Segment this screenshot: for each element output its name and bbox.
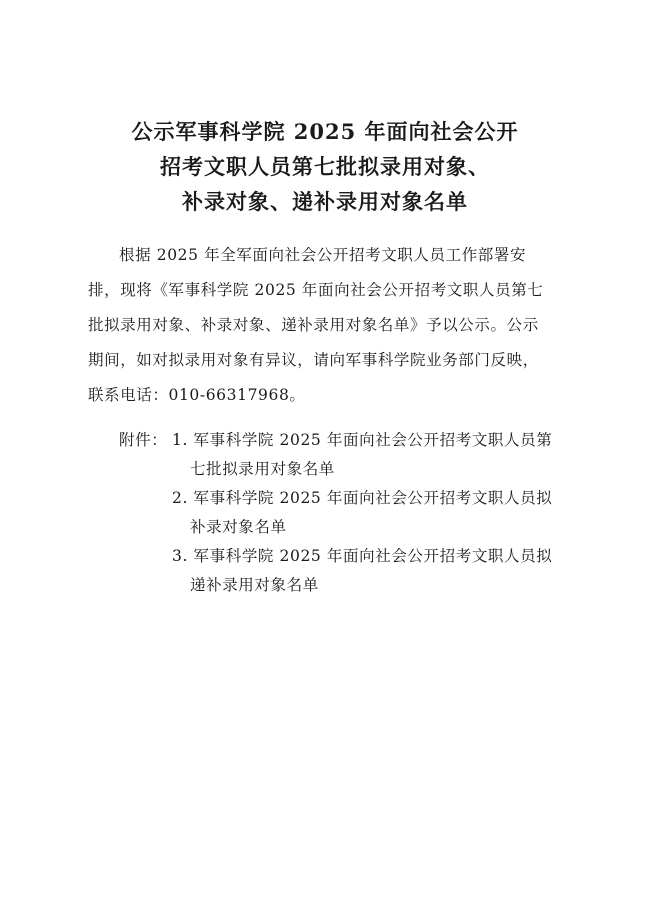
title-line-1: 公示军事科学院 2025 年面向社会公开 [131, 119, 519, 144]
announcement-paragraph [88, 238, 558, 413]
paragraph-line-1: 根据 2025 年全军面向社会公开招考文职人员工作部署安 [119, 246, 527, 264]
attachment-1-title: 1. 军事科学院 2025 年面向社会公开招考文职人员第 [172, 431, 553, 449]
attachment-3-title-cont: 递补录用对象名单 [190, 576, 319, 594]
attachments-label: 附件： [119, 431, 168, 449]
paragraph-line-3: 批拟录用对象、补录对象、递补录用对象名单》予以公示。公示 [88, 316, 539, 334]
attachment-2-title: 2. 军事科学院 2025 年面向社会公开招考文职人员拟 [172, 489, 553, 507]
title-line-3: 补录对象、递补录用对象名单 [182, 189, 468, 214]
title-line-2: 招考文职人员第七批拟录用对象、 [160, 154, 490, 179]
attachment-1-title-cont: 七批拟录用对象名单 [190, 460, 335, 478]
attachment-3-title: 3. 军事科学院 2025 年面向社会公开招考文职人员拟 [172, 547, 553, 565]
document-title [0, 114, 650, 219]
attachment-2-row-1 [119, 484, 589, 513]
attachments-list [119, 426, 589, 600]
attachment-2-title-cont: 补录对象名单 [190, 518, 287, 536]
attachment-1-row-1 [119, 426, 589, 455]
paragraph-line-5: 联系电话：010-66317968。 [88, 386, 306, 404]
attachment-1-row-2 [119, 455, 589, 484]
attachment-2-row-2 [119, 513, 589, 542]
paragraph-line-2: 排，现将《军事科学院 2025 年面向社会公开招考文职人员第七 [88, 281, 544, 299]
paragraph-line-4: 期间，如对拟录用对象有异议，请向军事科学院业务部门反映， [88, 351, 539, 369]
attachment-3-row-1 [119, 542, 589, 571]
attachment-3-row-2 [119, 571, 589, 600]
